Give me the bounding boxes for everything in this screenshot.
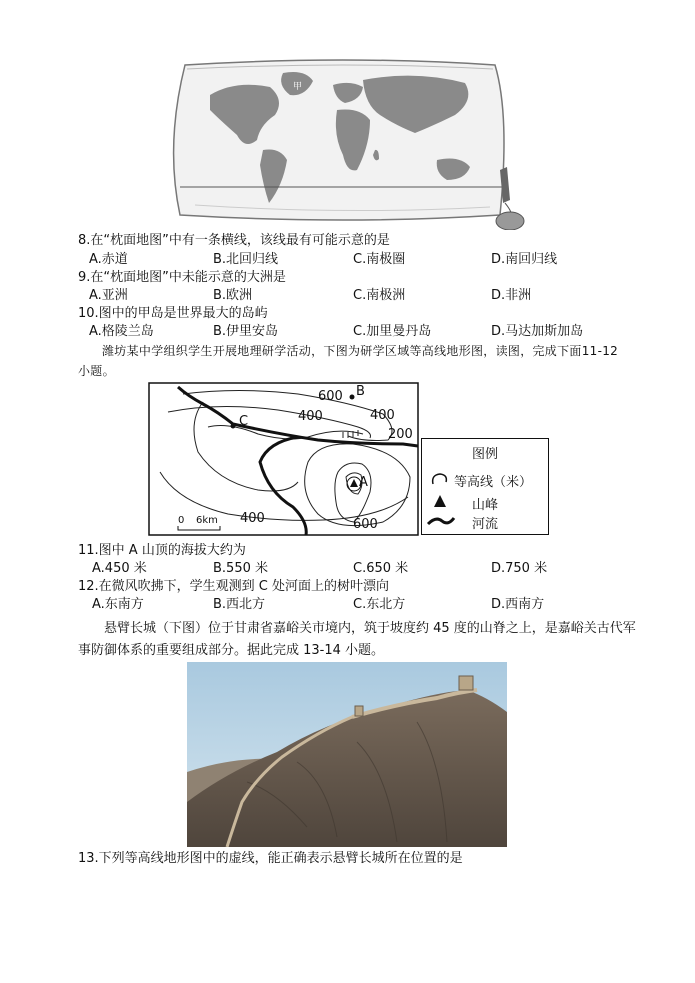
label-a: A [359, 475, 368, 490]
q11-option-a: A.450 米 [92, 561, 147, 576]
q12-option-d: D.西南方 [491, 597, 545, 612]
legend-title: 图例 [471, 447, 498, 462]
pillow-map-svg [165, 55, 530, 230]
contour-legend-icon [430, 472, 450, 486]
q11-option-b: B.550 米 [213, 561, 268, 576]
q9-option-a: A.亚洲 [89, 288, 128, 303]
label-jia: 甲 [293, 82, 303, 92]
q8-option-c: C.南极圈 [353, 252, 406, 267]
scale-zero: 0 [178, 515, 185, 526]
great-wall-photo [187, 662, 507, 847]
q10-option-b: B.伊里安岛 [213, 324, 279, 339]
intro-11-12: 潍坊某中学组织学生开展地理研学活动，下图为研学区域等高线地形图，读图，完成下面11-12小题。 [78, 344, 619, 378]
scale-distance: 6km [196, 515, 218, 526]
contour-map-svg [148, 382, 420, 537]
label-400-left: 400 [298, 409, 323, 424]
label-200: 200 [388, 427, 413, 442]
legend-contour: 等高线（米） [454, 475, 533, 490]
q11-option-d: D.750 米 [491, 561, 548, 576]
river-legend-icon [426, 514, 456, 528]
great-wall-photo-svg [187, 662, 507, 847]
pillow-tag [496, 212, 524, 230]
label-400-right: 400 [370, 408, 395, 423]
q9-option-c: C.南极洲 [353, 288, 406, 303]
legend-box [421, 438, 549, 535]
peak-legend-icon [432, 494, 448, 508]
q13-stem: 13.下列等高线地形图中的虚线，能正确表示悬臂长城所在位置的是 [78, 851, 463, 866]
q11-option-c: C.650 米 [353, 561, 409, 576]
q12-stem: 12.在微风吹拂下，学生观测到 C 处河面上的树叶漂向 [78, 579, 390, 594]
q8-stem: 8.在“枕面地图”中有一条横线，该线最有可能示意的是 [78, 233, 390, 248]
label-400-bottom: 400 [240, 511, 265, 526]
q10-stem: 10.图中的甲岛是世界最大的岛屿 [78, 306, 268, 321]
q10-option-a: A.格陵兰岛 [89, 324, 154, 339]
q11-stem: 11.图中 A 山顶的海拔大约为 [78, 543, 246, 558]
q10-option-c: C.加里曼丹岛 [353, 324, 432, 339]
q8-option-d: D.南回归线 [491, 252, 558, 267]
label-b: B [356, 384, 365, 399]
q8-option-a: A.赤道 [89, 252, 128, 267]
intro-13-14: 悬臂长城（下图）位于甘肃省嘉峪关市境内，筑于坡度约 45 度的山脊之上，是嘉峪关古代军事防御体系的重要组成部分。据此完成 13-14 小题。 [78, 621, 636, 658]
pillow-map-figure [165, 55, 530, 230]
label-600-bottom: 600 [353, 517, 378, 532]
contour-map-figure [148, 382, 420, 537]
legend-river: 河流 [472, 517, 499, 532]
q12-option-b: B.西北方 [213, 597, 266, 612]
legend-peak: 山峰 [472, 498, 499, 513]
q10-option-d: D.马达加斯加岛 [491, 324, 584, 339]
label-600-top: 600 [318, 389, 343, 404]
q8-option-b: B.北回归线 [213, 252, 279, 267]
q9-option-b: B.欧洲 [213, 288, 253, 303]
q9-stem: 9.在“枕面地图”中未能示意的大洲是 [78, 270, 286, 285]
q12-option-c: C.东北方 [353, 597, 406, 612]
label-c: C [239, 414, 249, 429]
q9-option-d: D.非洲 [491, 288, 532, 303]
q12-option-a: A.东南方 [92, 597, 144, 612]
